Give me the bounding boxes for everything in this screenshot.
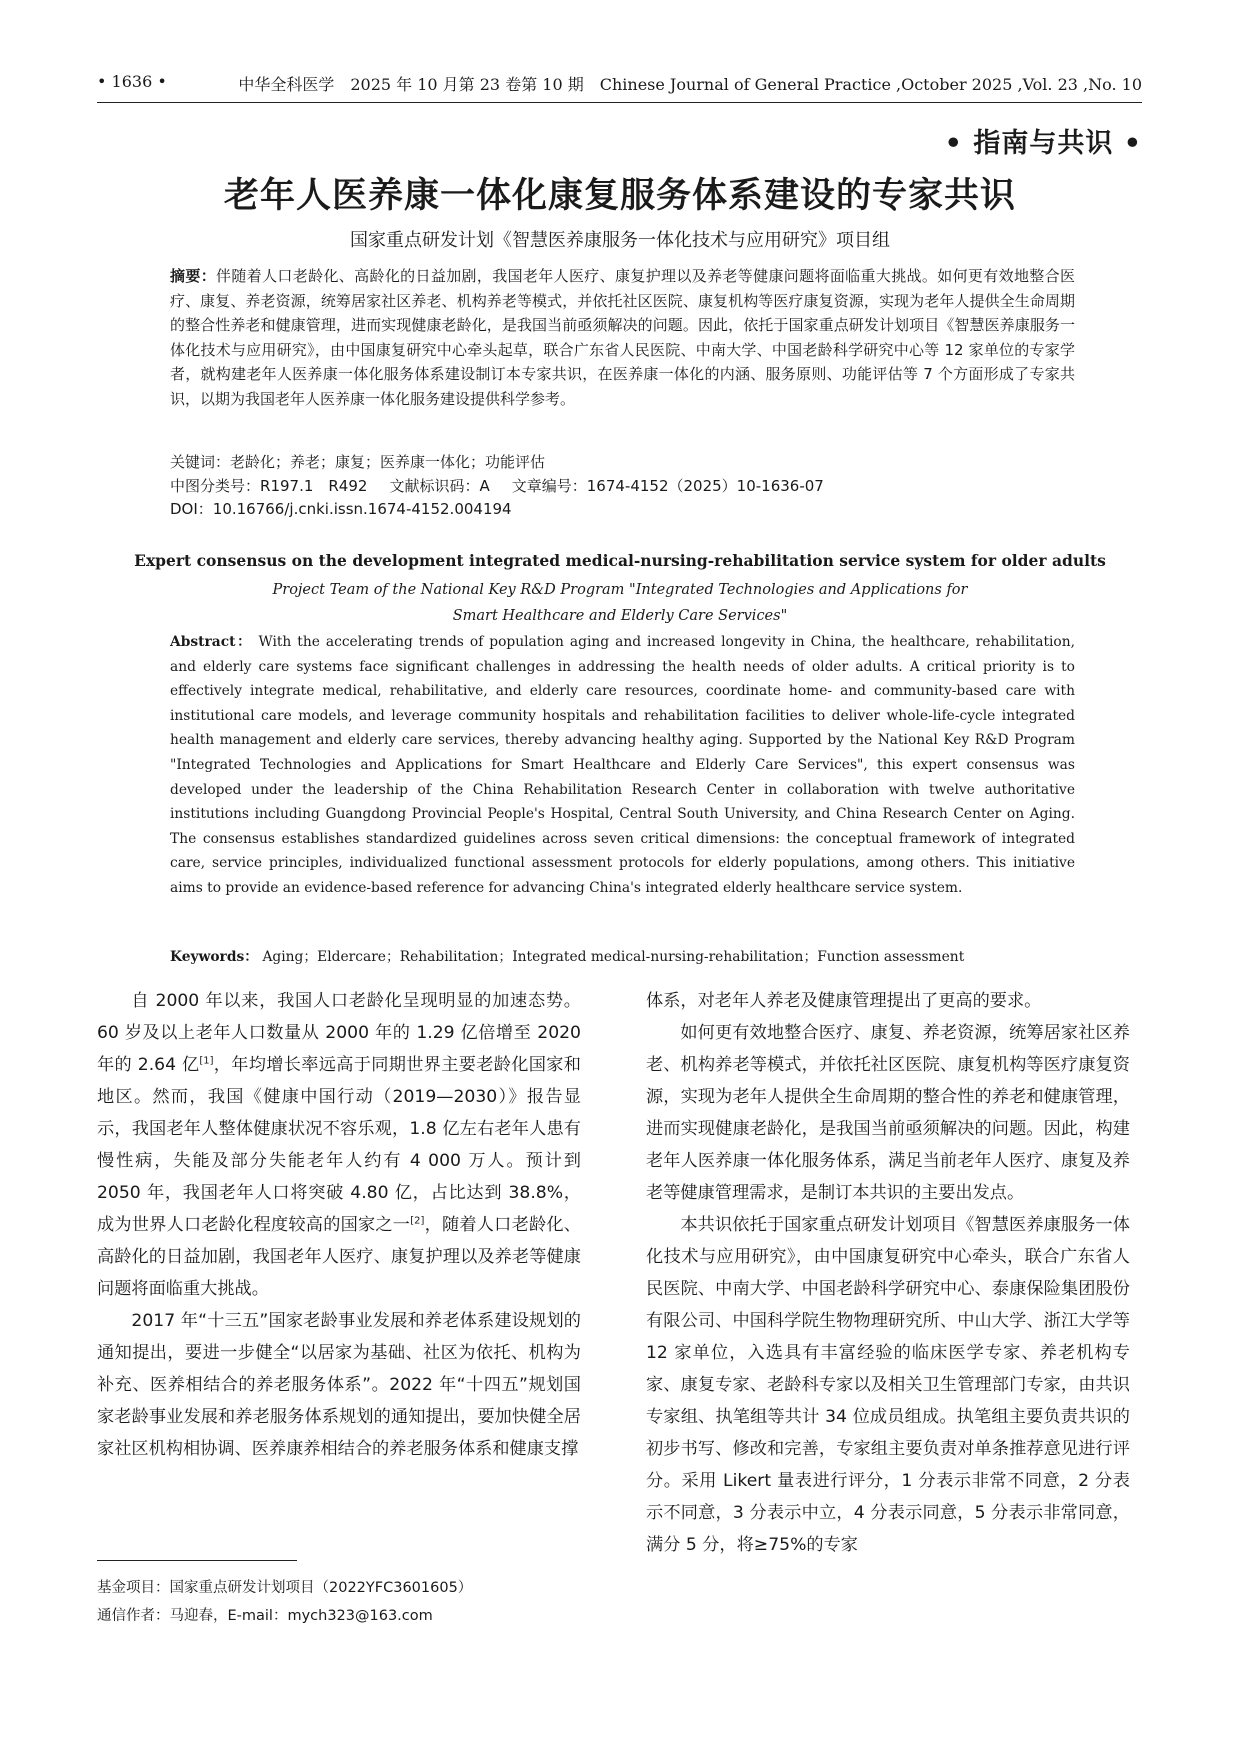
article-title-cn: 老年人医养康一体化康复服务体系建设的专家共识 <box>223 176 1016 216</box>
keywords-en-label: Keywords： <box>170 949 259 965</box>
abstract-cn-text: 伴随着人口老龄化、高龄化的日益加剧，我国老年人医疗、康复护理以及养老等健康问题将面临重大挑战。如何更有效地整合医疗、康复、养老资源，统筹居家社区养老、机构养老等模式，并依托社区医院、康复机构等医疗康复资源，实现为老年人提供全生命周期的整合性养老和健康管理，进而实现健康老龄化，是我国当前亟须解决的问题。因此，依托于国家重点研发计划项目《智慧医养康服务一体化技术与应用研究》，由中国康复研究中心牵头起草，联合广东省人民医院、中南大学、中国老龄科学研究中心等 12 家单位的专家学者，就构建老年人医养康一体化服务体系建设制订本专家共识，在医养康一体化的内涵、服务原则、功能评估等 7 个方面形成了专家共识，以期为我国老年人医养康一体化服务建设提供科学参考。 <box>170 267 1075 408</box>
header-divider <box>97 102 1142 103</box>
classification-line <box>170 475 1075 499</box>
keywords-cn: 老龄化；养老；康复；医养康一体化；功能评估 <box>230 453 546 471</box>
footnotes <box>97 1574 597 1630</box>
footnote-divider <box>97 1560 297 1561</box>
clc-code: R197.1 R492 <box>260 476 368 495</box>
body-column-right <box>646 985 1130 1561</box>
citation-ref[interactable]: [1] <box>199 1055 214 1067</box>
article-meta-cn <box>170 451 1075 522</box>
abstract-en-text: With the accelerating trends of population aging and increased longevity in China, the healthcare, rehabilitation, and elderly care systems face significant challenges in addressing the health needs of older adults. A critical priority is to effectively integrate medical, rehabilitative, and elderly care resources, coordinate home- and community-based care with institutional care models, and leverage community hospitals and rehabilitation facilities to deliver whole-life-cycle integrated health management and elderly care services, thereby advancing healthy aging. Supported by the National Key R&D Program "Integrated Technologies and Applications for Smart Healthcare and Elderly Care Services", this expert consensus was developed under the leadership of the China Rehabilitation Research Center in collaboration with twelve authoritative institutions including Guangdong Provincial People's Hospital, Central South University, and China Research Center on Aging. The consensus establishes standardized guidelines across seven critical dimensions: the conceptual framework of integrated care, service principles, individualized functional assessment protocols for elderly populations, among others. This initiative aims to provide an evidence-based reference for advancing China's integrated elderly healthcare service system. <box>170 634 1075 896</box>
doc-code-label: 文献标识码： <box>389 476 480 495</box>
authors-en-line1: Project Team of the National Key R&D Program "Integrated Technologies and Applications for <box>272 582 968 598</box>
page-number: • 1636 • <box>97 72 167 91</box>
article-no-label: 文章编号： <box>511 476 587 495</box>
body-paragraph: 自 2000 年以来，我国人口老龄化呈现明显的加速态势。60 岁及以上老年人口数量从 2000 年的 1.29 亿倍增至 2020 年的 2.64 亿[1]，年均增长率远高于同期世界主要老龄化国家和地区。然而，我国《健康中国行动（2019—2030）》报告显示，我国老年人整体健康状况不容乐观，1.8 亿左右老年人患有慢性病，失能及部分失能老年人约有 4 000 万人。预计到 2050 年，我国老年人口将突破 4.80 亿，占比达到 38.8%，成为世界人口老龄化程度较高的国家之一[2]，随着人口老龄化、高龄化的日益加剧，我国老年人医疗、康复护理以及养老等健康问题将面临重大挑战。 <box>97 991 581 1299</box>
clc-label: 中图分类号： <box>170 476 261 495</box>
doi: DOI：10.16766/j.cnki.issn.1674-4152.004194 <box>170 500 512 518</box>
abstract-cn-label: 摘要： <box>170 267 217 285</box>
keywords-cn-line <box>170 451 1075 475</box>
authors-en <box>0 577 1240 629</box>
citation-ref[interactable]: [2] <box>410 1215 425 1227</box>
running-header <box>97 72 1142 96</box>
body-column-left <box>97 985 581 1465</box>
doc-code: A <box>479 476 490 495</box>
section-tag: • 指南与共识 • <box>944 128 1142 159</box>
authors-cn: 国家重点研发计划《智慧医养康服务一体化技术与应用研究》项目组 <box>350 230 890 251</box>
body-paragraph: 2017 年“十三五”国家老龄事业发展和养老体系建设规划的通知提出，要进一步健全“以居家为基础、社区为依托、机构为补充、医养相结合的养老服务体系”。2022 年“十四五”规划国家老龄事业发展和养老服务体系规划的通知提出，要加快健全居家社区机构相协调、医养康养相结合的养老服务体系和健康支撑 <box>97 1311 581 1459</box>
corresponding-author: 通信作者：马迎春，E-mail：mych323@163.com <box>97 1608 433 1624</box>
body-paragraph-continued: 体系，对老年人养老及健康管理提出了更高的要求。 <box>646 991 1042 1011</box>
authors-en-line2: Smart Healthcare and Elderly Care Services" <box>452 608 788 624</box>
article-title-en: Expert consensus on the development integrated medical-nursing-rehabilitation service system for older adults <box>134 551 1106 570</box>
abstract-en-label: Abstract： <box>170 634 253 650</box>
body-paragraph: 如何更有效地整合医疗、康复、养老资源，统筹居家社区养老、机构养老等模式，并依托社区医院、康复机构等医疗康复资源，实现为老年人提供全生命周期的整合性的养老和健康管理，进而实现健康老龄化，是我国当前亟须解决的问题。因此，构建老年人医养康一体化服务体系，满足当前老年人医疗、康复及养老等健康管理需求，是制订本共识的主要出发点。 <box>646 1023 1130 1203</box>
funding-note: 基金项目：国家重点研发计划项目（2022YFC3601605） <box>97 1580 473 1596</box>
abstract-en <box>170 630 1075 901</box>
abstract-cn <box>170 264 1075 412</box>
keywords-en <box>170 945 1075 969</box>
keywords-cn-label: 关键词： <box>170 453 231 471</box>
body-paragraph: 本共识依托于国家重点研发计划项目《智慧医养康服务一体化技术与应用研究》，由中国康复研究中心牵头，联合广东省人民医院、中南大学、中国老龄科学研究中心、泰康保险集团股份有限公司、中国科学院生物物理研究所、中山大学、浙江大学等 12 家单位，入选具有丰富经验的临床医学专家、养老机构专家、康复专家、老龄科专家以及相关卫生管理部门专家，由共识专家组、执笔组等共计 34 位成员组成。执笔组主要负责共识的初步书写、修改和完善，专家组主要负责对单条推荐意见进行评分。采用 Likert 量表进行评分，1 分表示非常不同意，2 分表示不同意，3 分表示中立，4 分表示同意，5 分表示非常同意，满分 5 分，将≥75%的专家 <box>646 1215 1130 1555</box>
article-no: 1674-4152（2025）10-1636-07 <box>586 476 824 495</box>
journal-citation: 中华全科医学 2025 年 10 月第 23 卷第 10 期 Chinese Journal of General Practice ,October 2025 ,Vol. 23 ,No. 10 <box>238 75 1142 94</box>
keywords-en-text: Aging；Eldercare；Rehabilitation；Integrated medical-nursing-rehabilitation；Function assessment <box>262 949 965 965</box>
